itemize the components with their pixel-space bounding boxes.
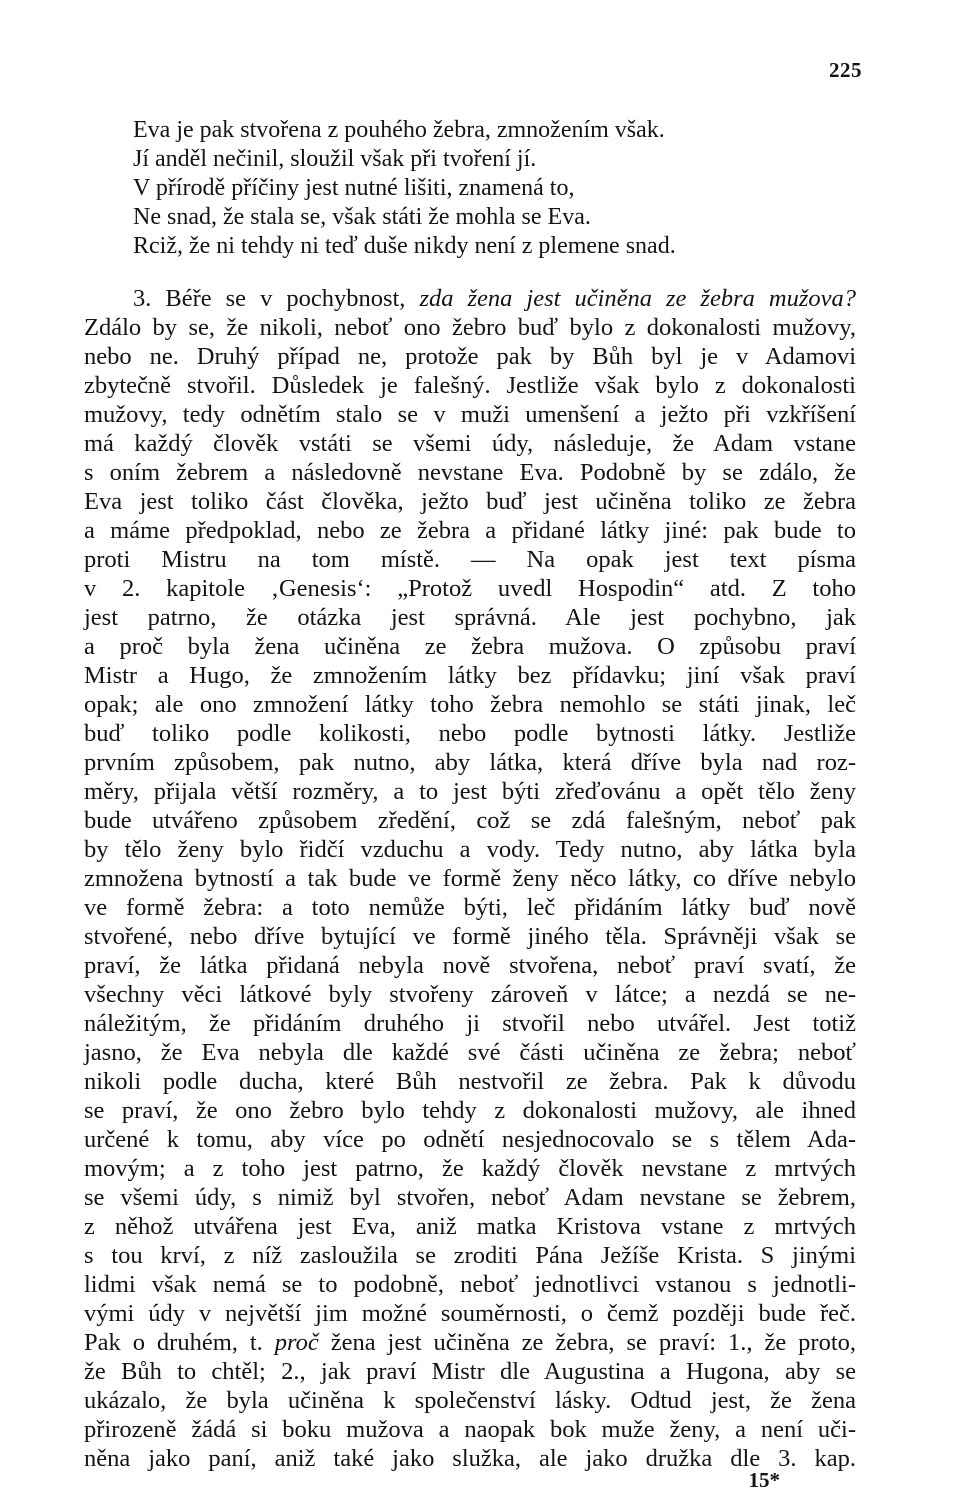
body-line: opak; ale ono zmnožení látky toho žebra nemohlo se státi jinak, leč	[84, 691, 856, 718]
signature-mark: 15*	[748, 1468, 780, 1492]
body-line: něna jako paní, aniž také jako služka, ale jako družka dle 3. kap.	[84, 1445, 856, 1472]
question-prefix: 3. Béře se v pochybnost,	[133, 285, 420, 312]
body-line: zbytečně stvořil. Důsledek je falešný. Jestliže však bylo z dokonalosti	[84, 372, 856, 399]
question-line	[133, 284, 856, 313]
verse-line: V přírodě příčiny jest nutné lišiti, znamená to,	[133, 175, 575, 201]
body-line: a máme předpoklad, nebo ze žebra a přidané látky jiné: pak bude to	[84, 517, 856, 544]
body-line: jasno, že Eva nebyla dle každé své části učiněna ze žebra; neboť	[84, 1039, 856, 1066]
body-line: zmnožena bytností a tak bude ve formě ženy něco látky, co dříve nebylo	[84, 865, 856, 892]
body-line: měry, přijala větší rozměry, a to jest býti zřeďovánu a opět tělo ženy	[84, 778, 856, 805]
body-line: má každý člověk vstáti se všemi údy, následuje, že Adam vstane	[84, 430, 856, 457]
body-line: proti Mistru na tom místě. — Na opak jest text písma	[84, 546, 856, 573]
why-italic: proč	[274, 1329, 319, 1356]
body-line: buď toliko podle kolikosti, nebo podle bytnosti látky. Jestliže	[84, 720, 856, 747]
body-line: z něhož utvářena jest Eva, aniž matka Kristova vstane z mrtvých	[84, 1213, 856, 1240]
why-prefix: Pak o druhém, t.	[84, 1329, 275, 1356]
body-line: že Bůh to chtěl; 2., jak praví Mistr dle Augustina a Hugona, aby se	[84, 1358, 856, 1385]
verse-line: Ne snad, že stala se, však státi že mohla se Eva.	[133, 204, 591, 230]
body-line: movým; a z toho jest patrno, že každý člověk nevstane z mrtvých	[84, 1155, 856, 1182]
verse-line: Jí anděl nečinil, sloužil však při tvoření jí.	[133, 146, 537, 172]
body-line: prvním způsobem, pak nutno, aby látka, která dříve byla nad roz-	[84, 749, 856, 776]
page-number: 225	[829, 58, 862, 82]
body-line: mužovy, tedy odnětím stalo se v muži umenšení a ježto při vzkříšení	[84, 401, 856, 428]
body-line: nebo ne. Druhý případ ne, protože pak by Bůh byl je v Adamovi	[84, 343, 856, 370]
verse-line: Eva je pak stvořena z pouhého žebra, zmnožením však.	[133, 117, 665, 143]
body-line: ukázalo, že byla učiněna k společenství lásky. Odtud jest, že žena	[84, 1387, 856, 1414]
body-line: všechny věci látkové byly stvořeny zároveň v látce; a nezdá se ne-	[84, 981, 856, 1008]
body-line: se všemi údy, s nimiž byl stvořen, neboť Adam nevstane se žebrem,	[84, 1184, 856, 1211]
body-line: nikoli podle ducha, které Bůh nestvořil ze žebra. Pak k důvodu	[84, 1068, 856, 1095]
body-line: Zdálo by se, že nikoli, neboť ono žebro buď bylo z dokonalosti mužovy,	[84, 314, 856, 341]
body-line: jest patrno, že otázka jest správná. Ale jest pochybno, jak	[84, 604, 856, 631]
body-line: se praví, že ono žebro bylo tehdy z dokonalosti mužovy, ale ihned	[84, 1097, 856, 1124]
body-line: přirozeně žádá si boku mužova a naopak bok muže ženy, a není uči-	[84, 1416, 856, 1443]
question-italic: zda žena jest učiněna ze žebra mužova?	[419, 285, 856, 312]
body-line: náležitým, že přidáním druhého ji stvořil nebo utvářel. Jest totiž	[84, 1010, 856, 1037]
body-line: a proč byla žena učiněna ze žebra mužova. O způsobu praví	[84, 633, 856, 660]
body-line: s oním žebrem a následovně nevstane Eva. Podobně by se zdálo, že	[84, 459, 856, 486]
why-suffix: žena jest učiněna ze žebra, se praví: 1., že proto,	[318, 1329, 856, 1356]
body-line: praví, že látka přidaná nebyla nově stvořena, neboť praví svatí, že	[84, 952, 856, 979]
body-line: v 2. kapitole ‚Genesis‘: „Protož uvedl Hospodin“ atd. Z toho	[84, 575, 856, 602]
body-line: Mistr a Hugo, že zmnožením látky bez přídavku; jiní však praví	[84, 662, 856, 689]
why-line	[84, 1328, 856, 1357]
body-line: určené k tomu, aby více po odnětí nesjednocovalo se s tělem Ada-	[84, 1126, 856, 1153]
body-line: stvořené, nebo dříve bytující ve formě jiného těla. Správněji však se	[84, 923, 856, 950]
body-line: bude utvářeno způsobem zředění, což se zdá falešným, neboť pak	[84, 807, 856, 834]
body-line: s tou krví, z níž zasloužila se zroditi Pána Ježíše Krista. S jinými	[84, 1242, 856, 1269]
body-line: ve formě žebra: a toto nemůže býti, leč přidáním látky buď nově	[84, 894, 856, 921]
body-line: vými údy v největší jim možné souměrnosti, o čemž později bude řeč.	[84, 1300, 856, 1327]
body-line: by tělo ženy bylo řidčí vzduchu a vody. Tedy nutno, aby látka byla	[84, 836, 856, 863]
verse-line: Rciž, že ni tehdy ni teď duše nikdy není z plemene snad.	[133, 233, 676, 259]
body-line: lidmi však nemá se to podobně, neboť jednotlivci vstanou s jednotli-	[84, 1271, 856, 1298]
body-line: Eva jest toliko část člověka, ježto buď jest učiněna toliko ze žebra	[84, 488, 856, 515]
